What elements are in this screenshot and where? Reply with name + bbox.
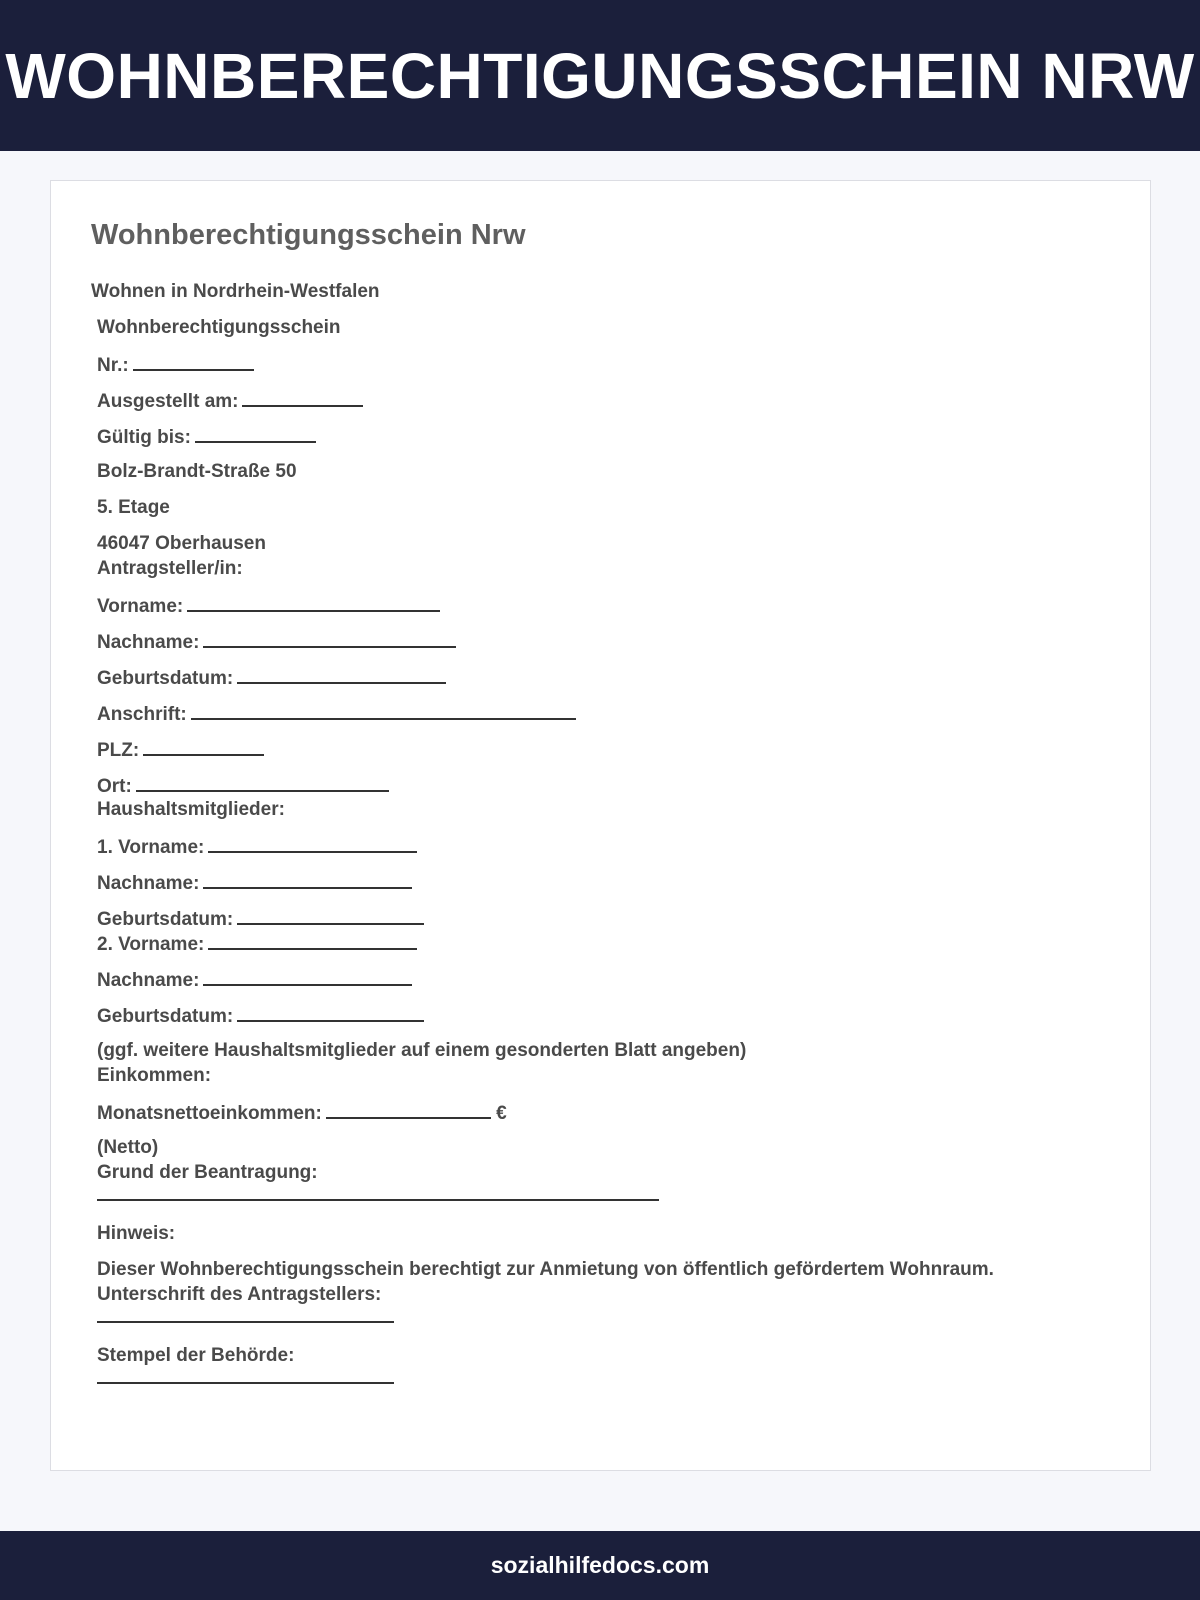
member2-lastname-label: Nachname: [97, 970, 200, 991]
valid-blank[interactable] [195, 425, 316, 443]
applicant-firstname-blank[interactable] [187, 594, 440, 612]
member2-birthdate-blank[interactable] [237, 1004, 424, 1022]
member1-firstname-blank[interactable] [208, 835, 417, 853]
reason-blank[interactable] [97, 1199, 659, 1201]
member2-lastname-field [97, 968, 412, 992]
applicant-zip-blank[interactable] [143, 738, 264, 756]
income-blank[interactable] [326, 1101, 491, 1119]
household-note: (ggf. weitere Haushaltsmitglieder auf einem gesonderten Blatt angeben) [97, 1040, 747, 1061]
footer-site-link[interactable]: sozialhilfedocs.com [490, 1552, 710, 1578]
household-heading: Haushaltsmitglieder: [97, 799, 285, 820]
signature-blank[interactable] [97, 1321, 394, 1323]
nr-blank[interactable] [133, 353, 254, 371]
stamp-heading: Stempel der Behörde: [97, 1345, 295, 1366]
member2-birthdate-field [97, 1004, 424, 1028]
applicant-address-label: Anschrift: [97, 704, 187, 725]
page-header [0, 0, 1200, 151]
applicant-address-field [97, 702, 576, 726]
applicant-heading: Antragsteller/in: [97, 558, 243, 579]
applicant-city-field [97, 774, 389, 798]
applicant-city-label: Ort: [97, 776, 132, 797]
signature-heading: Unterschrift des Antragstellers: [97, 1284, 382, 1305]
applicant-birthdate-field [97, 666, 446, 690]
document-title: Wohnberechtigungsschein Nrw [91, 219, 526, 251]
member2-firstname-field [97, 932, 417, 956]
applicant-city-blank[interactable] [136, 774, 389, 792]
member2-firstname-blank[interactable] [208, 932, 417, 950]
reason-heading: Grund der Beantragung: [97, 1162, 318, 1183]
header-title: WOHNBERECHTIGUNGSSCHEIN NRW [5, 39, 1195, 112]
member2-birthdate-label: Geburtsdatum: [97, 1006, 234, 1027]
applicant-zip-field [97, 738, 264, 762]
applicant-firstname-label: Vorname: [97, 596, 184, 617]
member1-lastname-label: Nachname: [97, 873, 200, 894]
member1-birthdate-blank[interactable] [237, 907, 424, 925]
page-footer [0, 1531, 1200, 1600]
address-street: Bolz-Brandt-Straße 50 [97, 461, 297, 482]
applicant-birthdate-label: Geburtsdatum: [97, 668, 234, 689]
applicant-zip-label: PLZ: [97, 740, 140, 761]
document-subtitle: Wohnen in Nordrhein-Westfalen [91, 281, 380, 302]
document-card [50, 180, 1151, 1471]
income-currency: € [496, 1103, 507, 1124]
valid-label: Gültig bis: [97, 427, 191, 448]
applicant-lastname-blank[interactable] [203, 630, 456, 648]
member1-lastname-field [97, 871, 412, 895]
applicant-lastname-label: Nachname: [97, 632, 200, 653]
income-note: (Netto) [97, 1137, 159, 1158]
notice-heading: Hinweis: [97, 1223, 176, 1244]
member1-lastname-blank[interactable] [203, 871, 412, 889]
certificate-heading: Wohnberechtigungsschein [97, 317, 341, 338]
nr-field [97, 353, 254, 377]
applicant-address-blank[interactable] [191, 702, 576, 720]
applicant-lastname-field [97, 630, 456, 654]
income-label: Monatsnettoeinkommen: [97, 1103, 322, 1124]
valid-field [97, 425, 316, 449]
issued-field [97, 389, 363, 413]
member2-firstname-label: 2. Vorname: [97, 934, 205, 955]
issued-label: Ausgestellt am: [97, 391, 239, 412]
nr-label: Nr.: [97, 355, 129, 376]
member2-lastname-blank[interactable] [203, 968, 412, 986]
member1-birthdate-field [97, 907, 424, 931]
income-heading: Einkommen: [97, 1065, 212, 1086]
stamp-blank[interactable] [97, 1382, 394, 1384]
address-floor: 5. Etage [97, 497, 170, 518]
notice-text: Dieser Wohnberechtigungsschein berechtigt zur Anmietung von öffentlich gefördertem Wohnraum. [97, 1259, 994, 1280]
member1-birthdate-label: Geburtsdatum: [97, 909, 234, 930]
member1-firstname-field [97, 835, 417, 859]
applicant-birthdate-blank[interactable] [237, 666, 446, 684]
member1-firstname-label: 1. Vorname: [97, 837, 205, 858]
income-field [97, 1101, 507, 1125]
address-city: 46047 Oberhausen [97, 533, 266, 554]
issued-blank[interactable] [242, 389, 363, 407]
applicant-firstname-field [97, 594, 440, 618]
